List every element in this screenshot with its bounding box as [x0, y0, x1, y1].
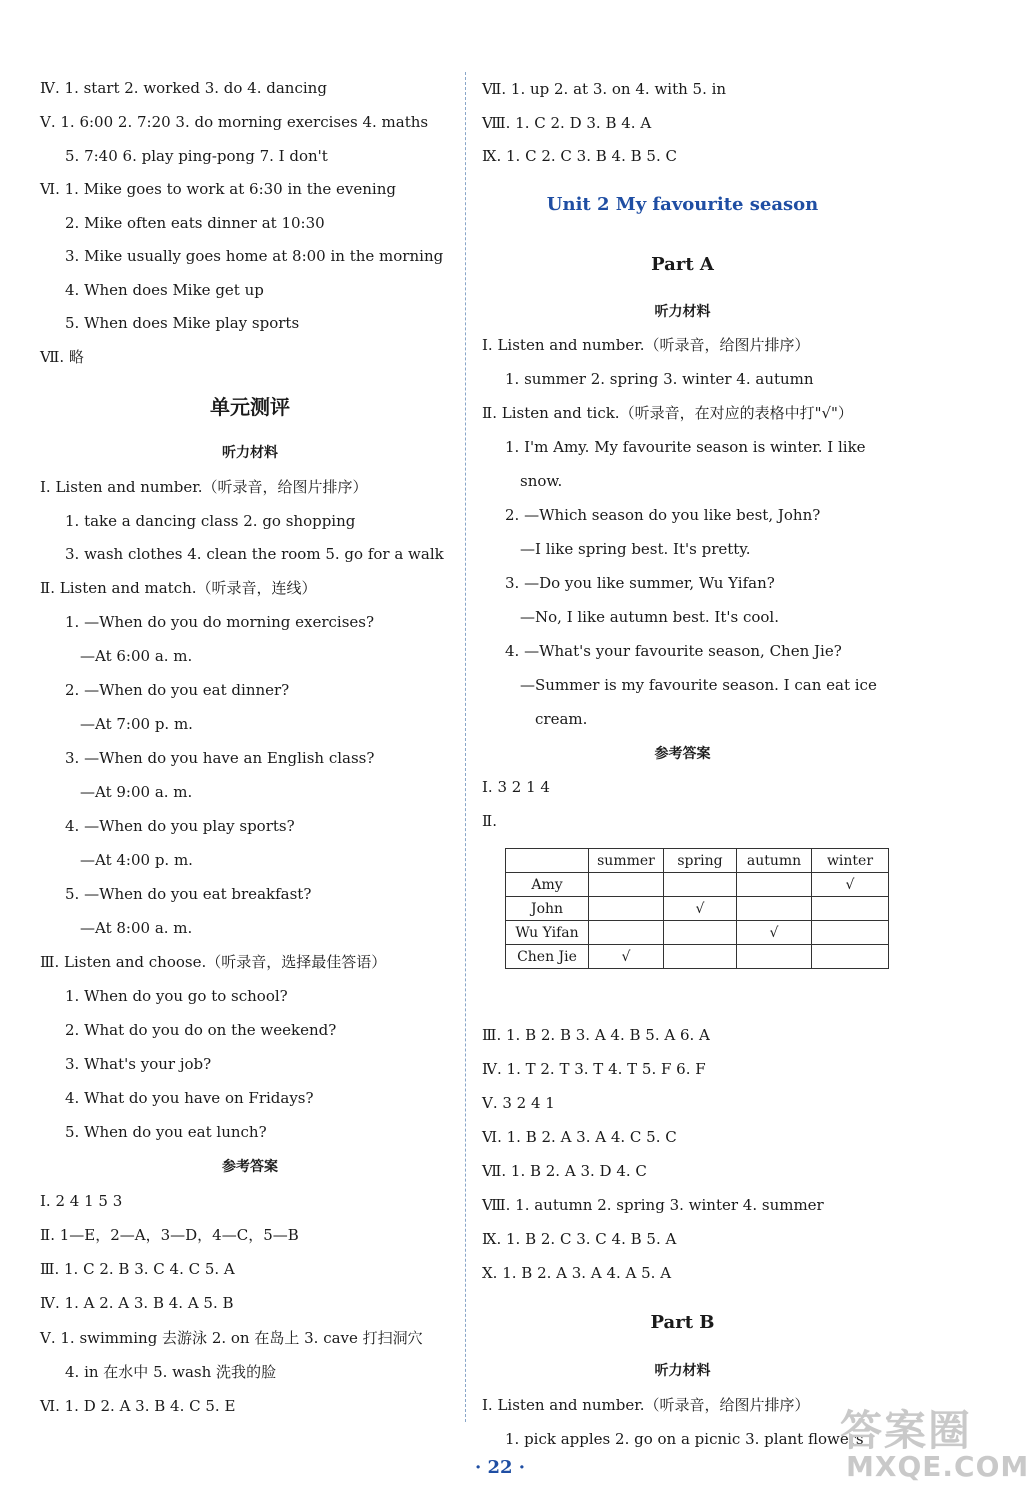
table-header-cell: spring — [664, 849, 737, 873]
answer-line: Ⅷ. 1. autumn 2. spring 3. winter 4. summer — [482, 1196, 824, 1214]
answer-line: 5. When does Mike play sports — [65, 314, 300, 332]
answers-title: 参考答案 — [654, 746, 711, 762]
table-cell — [737, 897, 812, 921]
answer-line: Ⅰ. 3 2 1 4 — [482, 778, 550, 796]
watermark-logo — [840, 1398, 1029, 1498]
answer-line: Ⅴ. 1. swimming 去游泳 2. on 在岛上 3. cave 打扫洞穴 — [40, 1329, 423, 1347]
answer-line: Ⅳ. 1. start 2. worked 3. do 4. dancing — [40, 79, 327, 97]
question-line: Ⅱ. Listen and tick.（听录音，在对应的表格中打"√"） — [482, 404, 853, 422]
question-line: 2. —Which season do you like best, John? — [505, 506, 821, 524]
table-header-cell — [506, 849, 589, 873]
question-line: 1. I'm Amy. My favourite season is winter. I like — [505, 438, 866, 456]
answer-line: Ⅵ. 1. D 2. A 3. B 4. C 5. E — [40, 1397, 236, 1415]
listening-title: 听力材料 — [654, 304, 711, 320]
table-header-cell: summer — [589, 849, 664, 873]
answer-line: Ⅳ. 1. T 2. T 3. T 4. T 5. F 6. F — [482, 1060, 706, 1078]
table-cell: √ — [664, 897, 737, 921]
question-line: Ⅱ. Listen and match.（听录音，连线） — [40, 579, 317, 597]
column-divider — [465, 72, 467, 1422]
part-b-title: Part B — [650, 1312, 715, 1333]
table-cell — [589, 921, 664, 945]
answer-line: Ⅶ. 1. B 2. A 3. D 4. C — [482, 1162, 647, 1180]
answer-line: 4. When does Mike get up — [65, 281, 264, 299]
watermark-url: MXQE.COM — [846, 1450, 1029, 1483]
table-cell: √ — [737, 921, 812, 945]
table-cell: Amy — [506, 873, 589, 897]
listening-title: 听力材料 — [222, 445, 278, 461]
table-cell — [664, 945, 737, 969]
question-line: 1. pick apples 2. go on a picnic 3. plant flowers — [505, 1430, 864, 1448]
answer-line: 2. Mike often eats dinner at 10:30 — [65, 214, 325, 232]
watermark-text: 答案圈 — [840, 1406, 973, 1455]
table-cell — [737, 873, 812, 897]
table-cell — [589, 897, 664, 921]
table-cell — [589, 873, 664, 897]
question-line: 5. —When do you eat breakfast? — [65, 885, 312, 903]
table-header-cell: autumn — [737, 849, 812, 873]
question-line: 3. wash clothes 4. clean the room 5. go for a walk — [65, 545, 444, 563]
table-cell: √ — [589, 945, 664, 969]
answer-line: Ⅴ. 1. 6:00 2. 7:20 3. do morning exercises 4. maths — [40, 113, 429, 131]
answer-line: 3. Mike usually goes home at 8:00 in the morning — [65, 247, 444, 265]
question-line: 2. What do you do on the weekend? — [65, 1021, 337, 1039]
question-line: 4. What do you have on Fridays? — [65, 1089, 314, 1107]
answer-line: Ⅰ. 2 4 1 5 3 — [40, 1192, 123, 1210]
answer-line: Ⅴ. 3 2 4 1 — [482, 1094, 555, 1112]
answers-title: 参考答案 — [222, 1159, 278, 1175]
section-title: 单元测评 — [210, 395, 290, 419]
answer-line: 4. in 在水中 5. wash 洗我的脸 — [65, 1363, 277, 1381]
question-line: —Summer is my favourite season. I can eat ice — [520, 676, 877, 694]
question-line: —No, I like autumn best. It's cool. — [520, 608, 779, 626]
question-line: 3. —Do you like summer, Wu Yifan? — [505, 574, 775, 592]
answer-line: Ⅹ. 1. B 2. A 3. A 4. A 5. A — [482, 1264, 672, 1282]
answer-line: Ⅵ. 1. Mike goes to work at 6:30 in the evening — [40, 180, 396, 198]
table-cell: Wu Yifan — [506, 921, 589, 945]
answer-line: Ⅷ. 1. C 2. D 3. B 4. A — [482, 114, 652, 132]
table-cell — [737, 945, 812, 969]
question-line: —At 8:00 a. m. — [80, 919, 193, 937]
answer-line: Ⅸ. 1. B 2. C 3. C 4. B 5. A — [482, 1230, 677, 1248]
table-cell — [812, 897, 889, 921]
question-line: 1. When do you go to school? — [65, 987, 288, 1005]
table-row — [506, 945, 889, 969]
answer-line: Ⅳ. 1. A 2. A 3. B 4. A 5. B — [40, 1294, 234, 1312]
listening-title: 听力材料 — [654, 1363, 711, 1379]
page-number: · 22 · — [474, 1457, 526, 1478]
question-line: —At 6:00 a. m. — [80, 647, 193, 665]
table-cell — [664, 873, 737, 897]
question-line: 4. —What's your favourite season, Chen Jie? — [505, 642, 842, 660]
answer-line: Ⅵ. 1. B 2. A 3. A 4. C 5. C — [482, 1128, 677, 1146]
part-a-title: Part A — [651, 254, 714, 275]
question-line: 3. —When do you have an English class? — [65, 749, 375, 767]
question-line: snow. — [520, 472, 563, 490]
answer-line: Ⅲ. 1. B 2. B 3. A 4. B 5. A 6. A — [482, 1026, 710, 1044]
answer-line: Ⅶ. 1. up 2. at 3. on 4. with 5. in — [482, 80, 727, 98]
season-tick-table — [505, 848, 889, 969]
table-header-cell: winter — [812, 849, 889, 873]
answer-line: Ⅱ. 1—E，2—A，3—D，4—C，5—B — [40, 1226, 299, 1244]
unit-title: Unit 2 My favourite season — [546, 194, 819, 215]
question-line: 1. —When do you do morning exercises? — [65, 613, 375, 631]
question-line: —I like spring best. It's pretty. — [520, 540, 751, 558]
answer-line: Ⅶ. 略 — [40, 348, 84, 366]
question-line: 3. What's your job? — [65, 1055, 212, 1073]
answer-line: Ⅱ. — [482, 812, 497, 830]
table-row — [506, 873, 889, 897]
question-line: Ⅰ. Listen and number.（听录音，给图片排序） — [482, 1396, 810, 1414]
table-row — [506, 921, 889, 945]
question-line: 5. When do you eat lunch? — [65, 1123, 267, 1141]
question-line: Ⅰ. Listen and number.（听录音，给图片排序） — [40, 478, 368, 496]
table-cell: John — [506, 897, 589, 921]
question-line: 1. summer 2. spring 3. winter 4. autumn — [505, 370, 814, 388]
question-line: 4. —When do you play sports? — [65, 817, 295, 835]
table-cell — [664, 921, 737, 945]
table-cell — [812, 921, 889, 945]
table-header-row — [506, 849, 889, 873]
table-cell: √ — [812, 873, 889, 897]
question-line: Ⅰ. Listen and number.（听录音，给图片排序） — [482, 336, 810, 354]
question-line: —At 9:00 a. m. — [80, 783, 193, 801]
table-row — [506, 897, 889, 921]
question-line: 1. take a dancing class 2. go shopping — [65, 512, 356, 530]
question-line: cream. — [535, 710, 588, 728]
question-line: 2. —When do you eat dinner? — [65, 681, 290, 699]
question-line: —At 7:00 p. m. — [80, 715, 193, 733]
answer-line: 5. 7:40 6. play ping-pong 7. I don't — [65, 147, 328, 165]
table-cell: Chen Jie — [506, 945, 589, 969]
question-line: Ⅲ. Listen and choose.（听录音，选择最佳答语） — [40, 953, 387, 971]
table-cell — [812, 945, 889, 969]
answer-line: Ⅸ. 1. C 2. C 3. B 4. B 5. C — [482, 147, 677, 165]
question-line: —At 4:00 p. m. — [80, 851, 193, 869]
answer-line: Ⅲ. 1. C 2. B 3. C 4. C 5. A — [40, 1260, 235, 1278]
